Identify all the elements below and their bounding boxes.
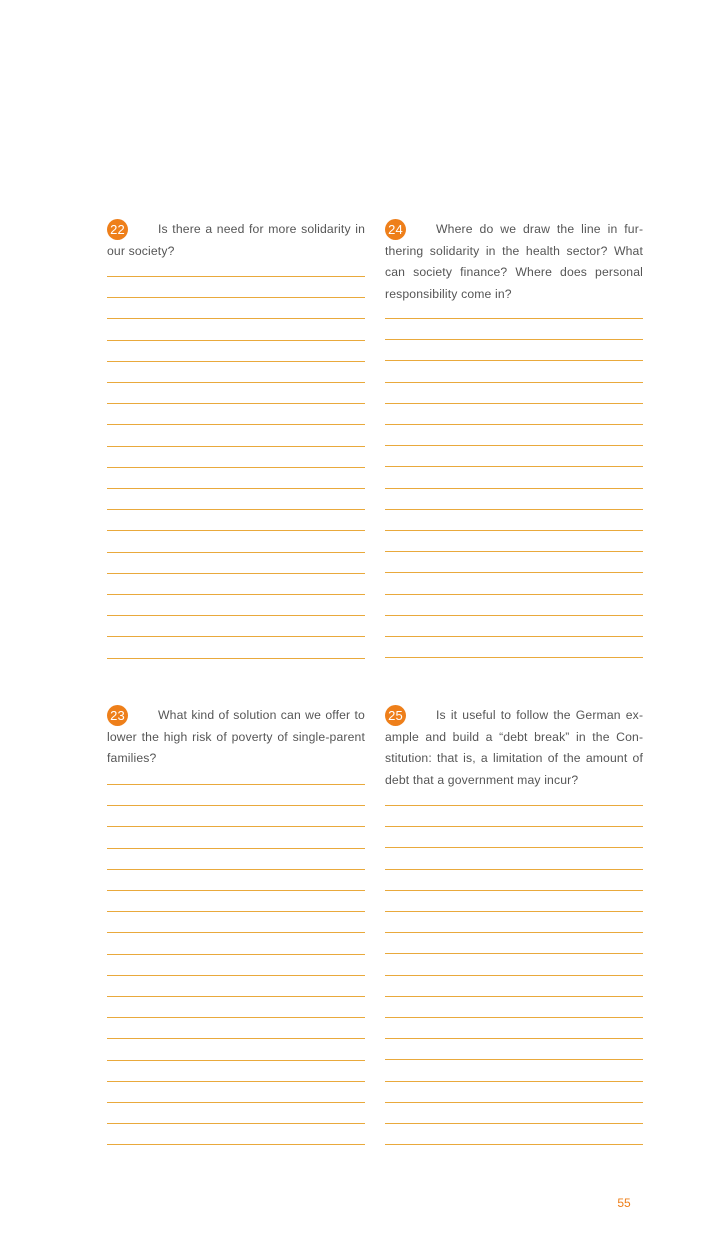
answer-line[interactable] (385, 847, 643, 848)
question-text: Where do we draw the line in furthering solidarity in the health sector? What can society finance? Where does personal responsibility come in? (385, 222, 643, 301)
answer-line[interactable] (385, 509, 643, 510)
answer-line[interactable] (107, 869, 365, 870)
question-text: Is it useful to follow the German example and build a “debt break” in the Constitution: that is, a limitation of the amount of debt that a government may incur? (385, 708, 643, 787)
answer-line[interactable] (385, 1059, 643, 1060)
answer-line[interactable] (107, 361, 365, 362)
answer-line[interactable] (385, 1123, 643, 1124)
answer-line[interactable] (107, 996, 365, 997)
answer-line[interactable] (107, 488, 365, 489)
answer-line[interactable] (107, 1017, 365, 1018)
answer-line[interactable] (385, 1081, 643, 1082)
answer-line[interactable] (107, 932, 365, 933)
answer-line[interactable] (385, 953, 643, 954)
answer-line[interactable] (385, 890, 643, 891)
answer-line[interactable] (385, 975, 643, 976)
answer-line[interactable] (107, 975, 365, 976)
answer-line[interactable] (107, 848, 365, 849)
answer-line[interactable] (107, 1060, 365, 1061)
answer-line[interactable] (107, 573, 365, 574)
answer-line[interactable] (107, 658, 365, 659)
answer-line[interactable] (107, 890, 365, 891)
answer-line[interactable] (107, 826, 365, 827)
question-number-badge: 22 (107, 219, 128, 240)
answer-line[interactable] (107, 784, 365, 785)
answer-line[interactable] (107, 424, 365, 425)
question-22 (107, 219, 365, 262)
answer-line[interactable] (385, 826, 643, 827)
answer-line[interactable] (385, 996, 643, 997)
answer-line[interactable] (107, 297, 365, 298)
answer-line[interactable] (385, 1017, 643, 1018)
question-24 (385, 219, 643, 305)
page-number: 55 (617, 1196, 631, 1210)
answer-line[interactable] (107, 1102, 365, 1103)
answer-line[interactable] (385, 615, 643, 616)
answer-line[interactable] (107, 954, 365, 955)
answer-line[interactable] (107, 636, 365, 637)
answer-line[interactable] (107, 594, 365, 595)
answer-line[interactable] (385, 911, 643, 912)
answer-line[interactable] (107, 615, 365, 616)
answer-line[interactable] (107, 382, 365, 383)
answer-line[interactable] (385, 636, 643, 637)
answer-line[interactable] (385, 382, 643, 383)
question-number-badge: 25 (385, 705, 406, 726)
answer-line[interactable] (385, 339, 643, 340)
answer-line[interactable] (385, 403, 643, 404)
answer-line[interactable] (107, 1038, 365, 1039)
answer-line[interactable] (107, 509, 365, 510)
answer-line[interactable] (107, 340, 365, 341)
question-23 (107, 705, 365, 770)
answer-line[interactable] (385, 424, 643, 425)
answer-line[interactable] (107, 276, 365, 277)
answer-line[interactable] (107, 805, 365, 806)
answer-line[interactable] (385, 360, 643, 361)
answer-line[interactable] (385, 805, 643, 806)
answer-line[interactable] (385, 445, 643, 446)
question-number-badge: 24 (385, 219, 406, 240)
answer-line[interactable] (107, 911, 365, 912)
question-text: Is there a need for more solidarity in our society? (107, 222, 365, 258)
answer-line[interactable] (385, 869, 643, 870)
answer-line[interactable] (385, 657, 643, 658)
answer-line[interactable] (385, 572, 643, 573)
answer-line[interactable] (385, 530, 643, 531)
answer-line[interactable] (107, 467, 365, 468)
answer-line[interactable] (385, 318, 643, 319)
answer-line[interactable] (385, 932, 643, 933)
answer-line[interactable] (385, 466, 643, 467)
answer-line[interactable] (385, 1102, 643, 1103)
question-text: What kind of solution can we offer to lower the high risk of poverty of single-parent families? (107, 708, 365, 765)
answer-line[interactable] (107, 446, 365, 447)
answer-line[interactable] (107, 530, 365, 531)
question-number-badge: 23 (107, 705, 128, 726)
answer-line[interactable] (385, 488, 643, 489)
answer-line[interactable] (107, 1123, 365, 1124)
answer-line[interactable] (107, 1144, 365, 1145)
answer-line[interactable] (385, 1144, 643, 1145)
answer-line[interactable] (385, 1038, 643, 1039)
question-25 (385, 705, 643, 791)
answer-line[interactable] (385, 594, 643, 595)
answer-line[interactable] (107, 318, 365, 319)
answer-line[interactable] (107, 403, 365, 404)
answer-line[interactable] (385, 551, 643, 552)
answer-line[interactable] (107, 552, 365, 553)
answer-line[interactable] (107, 1081, 365, 1082)
